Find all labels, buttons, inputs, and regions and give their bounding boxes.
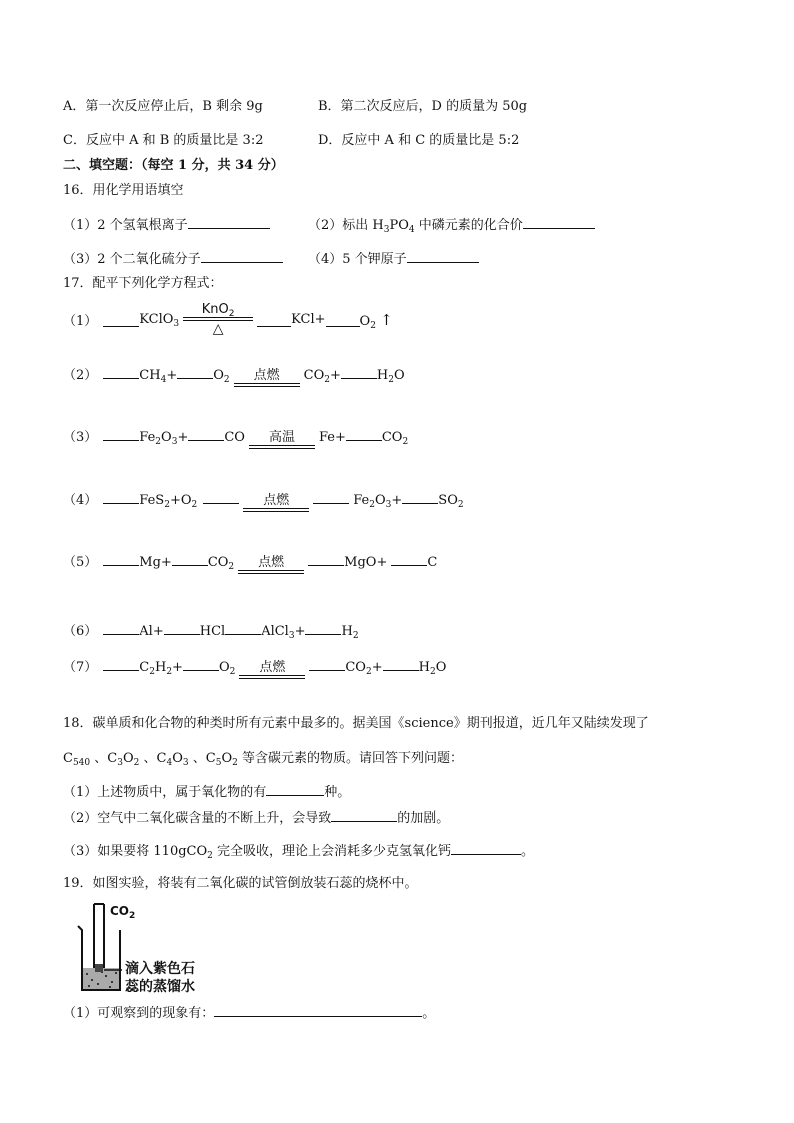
- eq4-blank-2[interactable]: [203, 490, 239, 504]
- q17-stem: 17．配平下列化学方程式：: [63, 276, 223, 291]
- equation-6: （6） Al+ HCl AlCl$_3$+ $H_2$: [63, 620, 359, 639]
- eq3-blank-2[interactable]: [188, 427, 224, 441]
- q18-blank-1[interactable]: [266, 782, 324, 796]
- q16-blank-2[interactable]: [523, 215, 595, 229]
- figure-gas-label: $CO_2$: [110, 904, 136, 921]
- q18-blank-2[interactable]: [331, 808, 397, 822]
- eq3-blank-3[interactable]: [346, 427, 382, 441]
- q19-stem: 19．如图实验，将装有二氧化碳的试管倒放装石蕊的烧杯中。: [63, 876, 418, 891]
- eq2-blank-3[interactable]: [341, 365, 377, 379]
- q16-blank-1[interactable]: [188, 215, 270, 229]
- eq4-blank-3[interactable]: [313, 490, 349, 504]
- equation-7: （7） $C_2H_2+ O_2$ 点燃 $CO_2+ H_2O$: [63, 656, 446, 679]
- option-c: C．反应中 A 和 B 的质量比是 3:2: [63, 133, 264, 148]
- equation-1: （1） KClO$_3$ KnO$_2$ △ $KCl+ O_2$ ↑: [63, 302, 393, 337]
- eq1-condition: KnO$_2$ △: [183, 302, 253, 337]
- eq4-blank-1[interactable]: [103, 490, 139, 504]
- eq6-blank-3[interactable]: [225, 621, 261, 635]
- eq5-blank-2[interactable]: [172, 552, 208, 566]
- eq2-condition: 点燃: [234, 368, 300, 387]
- equation-5: （5） $Mg+ CO_2$ 点燃 MgO+ C: [63, 551, 437, 574]
- q18-part3: （3）如果要将 110gCO$_2$ 完全吸收，理论上会消耗多少克氢氧化钙 。: [63, 841, 534, 861]
- eq1-blank-3[interactable]: [326, 313, 360, 327]
- eq2-blank-2[interactable]: [177, 365, 213, 379]
- equation-4: （4） $FeS_2+O_2$ 点燃 $Fe_2O_3+ SO_2$: [63, 489, 464, 512]
- option-d: D．反应中 A 和 C 的质量比是 5:2: [318, 133, 520, 148]
- eq6-blank-4[interactable]: [305, 621, 341, 635]
- q16-part3: （3）2 个二氧化硫分子: [63, 249, 283, 269]
- section-title: 二、填空题：（每空 1 分，共 34 分）: [63, 158, 284, 173]
- eq7-blank-2[interactable]: [183, 657, 219, 671]
- q16-part1: （1）2 个氢氧根离子: [63, 215, 270, 235]
- eq3-blank-1[interactable]: [103, 427, 139, 441]
- q18-stem: 18．碳单质和化合物的种类时所有元素中最多的。据美国《science》期刊报道，近几年又陆续发现了: [63, 716, 649, 731]
- eq2-blank-1[interactable]: [103, 365, 139, 379]
- q16-blank-4[interactable]: [407, 249, 479, 263]
- eq1-blank-2[interactable]: [257, 313, 291, 327]
- q16-part4: （4）5 个钾原子: [308, 249, 479, 269]
- eq7-blank-1[interactable]: [103, 657, 139, 671]
- equation-3: （3） $Fe_2O_3+$ CO 高温 $Fe+ CO_2$: [63, 426, 408, 449]
- option-a: A．第一次反应停止后，B 剩余 9g: [63, 99, 263, 114]
- experiment-figure: [70, 898, 230, 998]
- q16-blank-3[interactable]: [201, 249, 283, 263]
- q19-part1: （1）可观察到的现象有： 。: [63, 1003, 435, 1023]
- eq5-condition: 点燃: [238, 555, 304, 574]
- eq4-condition: 点燃: [243, 493, 309, 512]
- q18-part2: （2）空气中二氧化碳含量的不断上升，会导致 的加剧。: [63, 808, 449, 828]
- eq7-blank-3[interactable]: [309, 657, 345, 671]
- eq4-blank-4[interactable]: [402, 490, 438, 504]
- eq5-blank-3[interactable]: [308, 552, 344, 566]
- eq5-blank-4[interactable]: [391, 552, 427, 566]
- option-b: B．第二次反应后，D 的质量为 50g: [318, 99, 528, 114]
- eq7-blank-4[interactable]: [383, 657, 419, 671]
- eq3-condition: 高温: [249, 430, 315, 449]
- q16-stem: 16．用化学用语填空: [63, 183, 184, 198]
- eq6-blank-2[interactable]: [164, 621, 200, 635]
- q19-blank-1[interactable]: [214, 1003, 422, 1017]
- figure-liquid-label: 滴入紫色石 蕊的蒸馏水: [125, 961, 195, 995]
- eq1-blank-1[interactable]: [103, 313, 139, 327]
- q16-part2: （2）标出 $H_3PO_4$ 中磷元素的化合价: [308, 215, 595, 235]
- eq5-blank-1[interactable]: [103, 552, 139, 566]
- q18-blank-3[interactable]: [451, 841, 521, 855]
- q18-part1: （1）上述物质中，属于氧化物的有 种。: [63, 782, 350, 802]
- q18-stem-formulas: $C_{540}$ 、$C_3O_2$ 、$C_4O_3$ 、$C_5O_2$ 等含碳元素的物质。请回答下列问题：: [63, 751, 463, 768]
- eq6-blank-1[interactable]: [103, 621, 139, 635]
- equation-2: （2） $CH_4+ O_2$ 点燃 $CO_2+ H_2O$: [63, 364, 405, 387]
- eq7-condition: 点燃: [239, 660, 305, 679]
